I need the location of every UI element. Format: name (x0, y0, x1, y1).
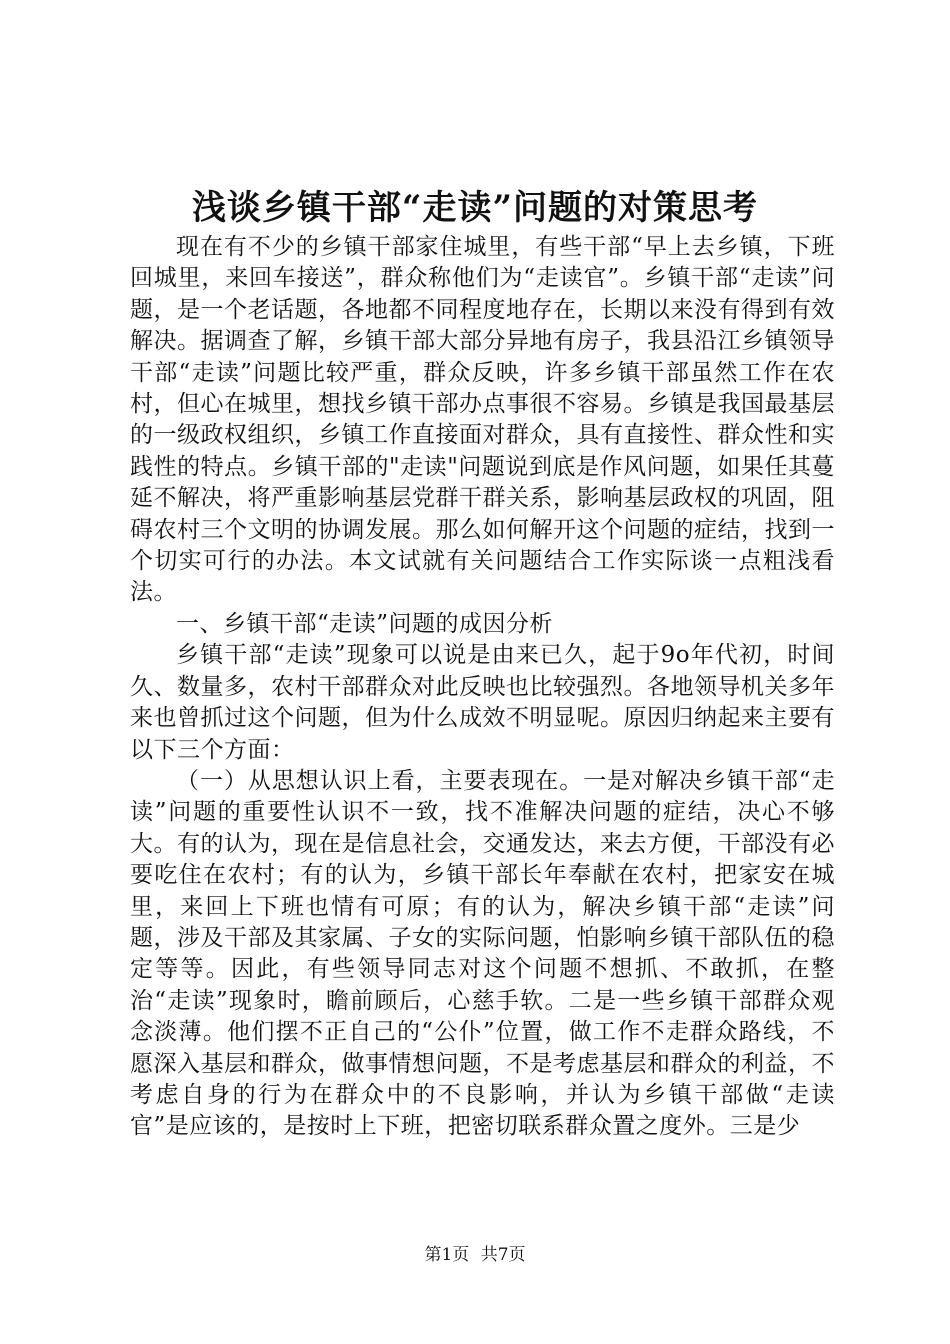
paragraph-background: 乡镇干部“走读”现象可以说是由来已久，起于9o年代初，时间久、数量多，农村干部群众对此反映也比较强烈。各地领导机关多年来也曾抓过这个问题，但为什么成效不明显呢。原因归纳起来主要有以下三个方面： (130, 642, 835, 763)
document-body (130, 232, 835, 1143)
page-footer (0, 1244, 950, 1266)
document-title: 浅谈乡镇干部“走读”问题的对策思考 (191, 188, 759, 228)
page-number: 第1页 (424, 1245, 470, 1265)
page-total: 共7页 (480, 1245, 526, 1265)
paragraph-intro: 现在有不少的乡镇干部家住城里，有些干部“早上去乡镇，下班回城里，来回车接送”，群众称他们为“走读官”。乡镇干部“走读”问题，是一个老话题，各地都不同程度地存在，长期以来没有得到有效解决。据调查了解，乡镇干部大部分异地有房子，我县沿江乡镇领导干部“走读”问题比较严重，群众反映，许多乡镇干部虽然工作在农村，但心在城里，想找乡镇干部办点事很不容易。乡镇是我国最基层的一级政权组织，乡镇工作直接面对群众，具有直接性、群众性和实践性的特点。乡镇干部的"走读"问题说到底是作风问题，如果任其蔓延不解决，将严重影响基层党群干群关系，影响基层政权的巩固，阻碍农村三个文明的协调发展。那么如何解开这个问题的症结，找到一个切实可行的办法。本文试就有关问题结合工作实际谈一点粗浅看法。 (130, 234, 835, 606)
section-heading: 一、乡镇干部“走读”问题的成因分析 (176, 610, 554, 637)
paragraph-subsection-one: （一）从思想认识上看，主要表现在。一是对解决乡镇干部“走读”问题的重要性认识不一致，找不准解决问题的症结，决心不够大。有的认为，现在是信息社会，交通发达，来去方便，干部没有必要吃住在农村；有的认为，乡镇干部长年奉献在农村，把家安在城里，来回上下班也情有可原；有的认为，解决乡镇干部“走读”问题，涉及干部及其家属、子女的实际问题，怕影响乡镇干部队伍的稳定等等。因此，有些领导同志对这个问题不想抓、不敢抓，在整治“走读”现象时，瞻前顾后，心慈手软。二是一些乡镇干部群众观念淡薄。他们摆不正自己的“公仆”位置，做工作不走群众路线，不愿深入基层和群众，做事情想问题，不是考虑基层和群众的利益，不考虑自身的行为在群众中的不良影响，并认为乡镇干部做“走读官”是应该的，是按时上下班，把密切联系群众置之度外。三是少 (130, 767, 835, 1140)
